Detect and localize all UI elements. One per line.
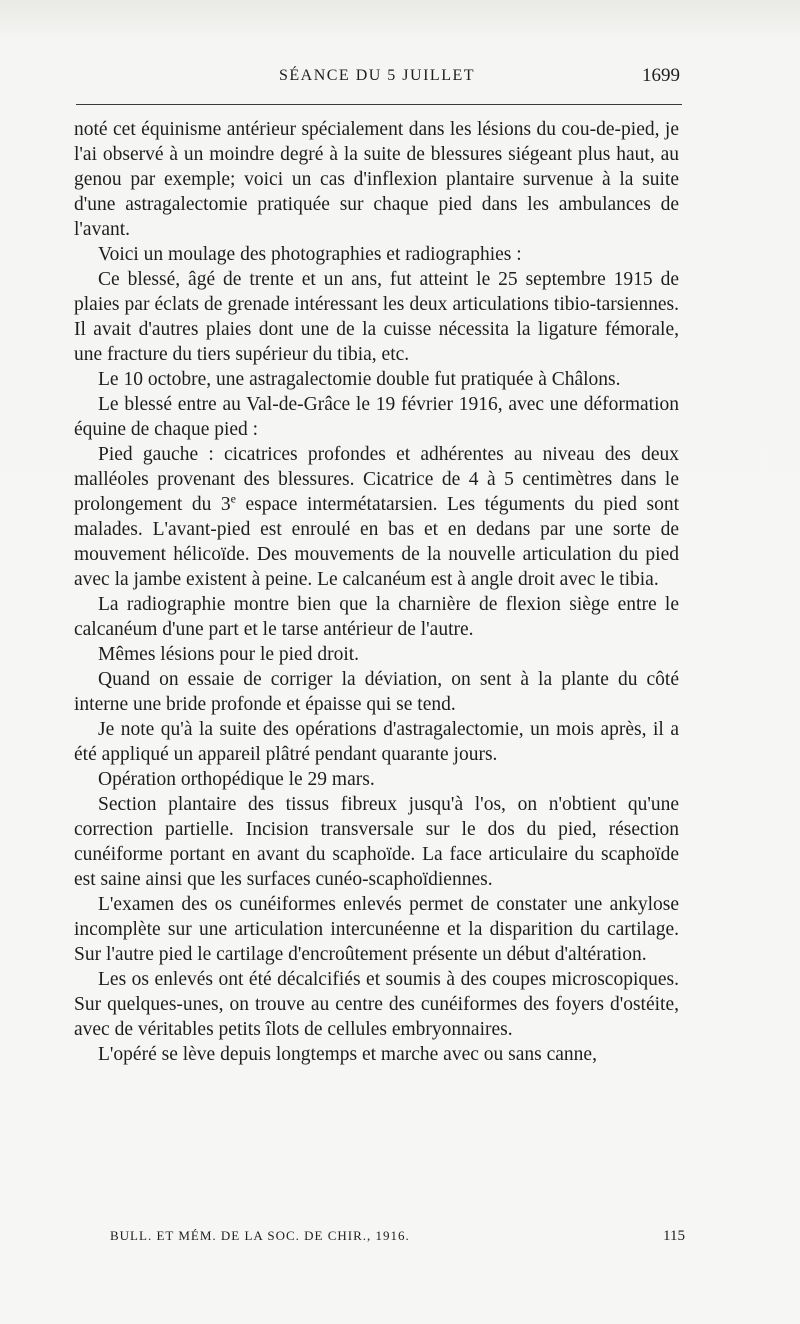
paragraph-6-part-1: Pied gauche : cicatrices profondes et adhérentes au niveau des deux malléoles provenant des blessures. Cicatrice de 4 à 5 centimètres dans le prolongement du 3 [74, 444, 679, 515]
paragraph-13: L'examen des os cunéiformes enlevés permet de constater une ankylose incomplète sur une articulation intercunéenne et la disparition du cartilage. Sur l'autre pied le cartilage d'encroûtement présente un début d'altération. [74, 894, 679, 965]
signature-mark: 115 [663, 1228, 685, 1244]
paragraph-8: Mêmes lésions pour le pied droit. [98, 644, 360, 665]
paragraph-6 [74, 442, 679, 592]
paragraph-10: Je note qu'à la suite des opérations d'astragalectomie, un mois après, il a été appliqué un appareil plâtré pendant quarante jours. [74, 719, 679, 765]
paragraph-2: Voici un moulage des photographies et radiographies : [98, 244, 522, 265]
page-footer [110, 1225, 685, 1247]
page-number: 1699 [642, 65, 680, 86]
paragraph-11: Opération orthopédique le 29 mars. [98, 769, 375, 790]
paragraph-1: noté cet équinisme antérieur spécialement dans les lésions du cou-de-pied, je l'ai observé à un moindre degré à la suite de blessures siégeant plus haut, au genou par exemple; voici un cas d'inflexion plantaire survenue à la suite d'une astragalectomie pratiquée sur chaque pied dans les ambulances de l'avant. [74, 119, 679, 240]
paragraph-7: La radiographie montre bien que la charnière de flexion siège entre le calcanéum d'une part et le tarse antérieur de l'autre. [74, 594, 679, 640]
header-rule [76, 104, 682, 105]
paragraph-4: Le 10 octobre, une astragalectomie double fut pratiquée à Châlons. [98, 369, 621, 390]
paragraph-6-part-2: espace intermétatarsien. Les téguments du pied sont malades. L'avant-pied est enroulé en bas et en dedans par une sorte de mouvement hélicoïde. Des mouvements de la nouvelle articulation du pied avec la jambe existent à peine. Le calcanéum est à angle droit avec le tibia. [74, 494, 679, 590]
paragraph-5: Le blessé entre au Val-de-Grâce le 19 février 1916, avec une déformation équine de chaque pied : [74, 394, 679, 440]
body-text [74, 117, 679, 1067]
paragraph-14: Les os enlevés ont été décalcifiés et soumis à des coupes microscopiques. Sur quelques-unes, on trouve au centre des cunéiformes des foyers d'ostéite, avec de véritables petits îlots de cellules embryonnaires. [74, 969, 679, 1040]
paragraph-12: Section plantaire des tissus fibreux jusqu'à l'os, on n'obtient qu'une correction partielle. Incision transversale sur le dos du pied, résection cunéiforme portant en avant du scaphoïde. La face articulaire du scaphoïde est saine ainsi que les surfaces cunéo-scaphoïdiennes. [74, 794, 679, 890]
running-head [72, 62, 682, 92]
running-title: SÉANCE DU 5 JUILLET [278, 67, 476, 84]
ordinal-superscript: e [230, 491, 236, 506]
paragraph-15: L'opéré se lève depuis longtemps et marche avec ou sans canne, [98, 1044, 597, 1065]
journal-reference: BULL. ET MÉM. DE LA SOC. DE CHIR., 1916. [110, 1228, 410, 1243]
paragraph-9: Quand on essaie de corriger la déviation, on sent à la plante du côté interne une bride profonde et épaisse qui se tend. [74, 669, 679, 715]
paragraph-3: Ce blessé, âgé de trente et un ans, fut atteint le 25 septembre 1915 de plaies par éclats de grenade intéressant les deux articulations tibio-tarsiennes. Il avait d'autres plaies dont une de la cuisse nécessita la ligature fémorale, une fracture du tiers supérieur du tibia, etc. [74, 269, 679, 365]
